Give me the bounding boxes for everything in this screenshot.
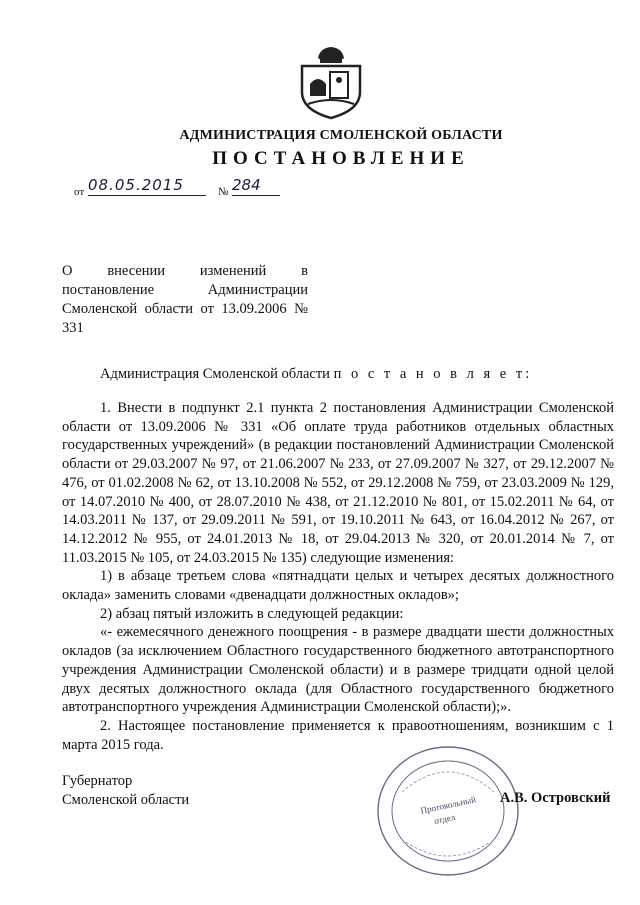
coat-of-arms-emblem xyxy=(296,44,366,120)
number-prefix: № xyxy=(218,186,229,198)
paragraph-1-quote: «- ежемесячного денежного поощрения - в размере двадцати шести должностных окладов (за исключением Областного государственного бюджетного автотранспортного учреждения Администрации Смоленской области) и в размере тридцати одной целой двух десятых должностного оклада (для Областного государственного бюджетного автотранспортного учреждения Администрации Смоленской области);». xyxy=(62,624,614,716)
stamp-text-line-1: Протокольный xyxy=(419,794,477,816)
position-line-1: Губернатор xyxy=(62,773,133,789)
signatory-name: А.В. Островский xyxy=(500,790,611,806)
paragraph-1: 1. Внести в подпункт 2.1 пункта 2 постановления Администрации Смоленской области от 13.09.2006 № 331 «Об оплате труда работников отдельных областных государственных учреждений» (в редакции постановлений Администрации Смоленской области от 29.03.2007 № 97, от 21.06.2007 № 233, от 27.09.2007 № 327, от 29.12.2007 № 476, от 01.02.2008 № 62, от 13.10.2008 № 552, от 29.12.2008 № 759, от 23.03.2009 № 129, от 14.07.2010 № 400, от 28.07.2010 № 438, от 21.12.2010 № 801, от 15.02.2011 № 64, от 14.03.2011 № 137, от 29.09.2011 № 591, от 19.10.2011 № 643, от 16.04.2012 № 267, от 14.12.2012 № 955, от 24.01.2013 № 18, от 29.04.2013 № 320, от 20.01.2014 № 7, от 11.03.2015 № 105, от 24.03.2015 № 135) следующие изменения: xyxy=(62,400,614,566)
position-line-2: Смоленской области xyxy=(62,792,190,808)
intro-verb: п о с т а н о в л я е т: xyxy=(333,366,533,382)
handwritten-date: 08.05.2015 xyxy=(88,176,206,196)
intro-text: Администрация Смоленской области xyxy=(100,366,330,382)
organization-name: АДМИНИСТРАЦИЯ СМОЛЕНСКОЙ ОБЛАСТИ xyxy=(179,128,503,143)
signatory-position xyxy=(62,772,189,810)
document-body xyxy=(62,399,614,754)
document-title: ПОСТАНОВЛЕНИЕ xyxy=(212,148,470,169)
official-stamp xyxy=(372,742,524,880)
handwritten-number: 284 xyxy=(232,176,280,196)
document-subject: О внесении изменений в постановление Администрации Смоленской области от 13.09.2006 № 331 xyxy=(62,263,308,336)
stamp-text-line-2: отдел xyxy=(433,811,457,827)
paragraph-1-item-1: 1) в абзаце третьем слова «пятнадцати целых и четырех десятых должностного оклада» заменить словами «двенадцати должностных окладов»; xyxy=(62,568,614,604)
date-prefix: от xyxy=(74,186,85,198)
paragraph-1-item-2: 2) абзац пятый изложить в следующей редакции: xyxy=(100,605,404,622)
resolution-intro xyxy=(100,366,532,383)
paragraph-2: 2. Настоящее постановление применяется к правоотношениям, возникшим с 1 марта 2015 года. xyxy=(62,717,614,753)
